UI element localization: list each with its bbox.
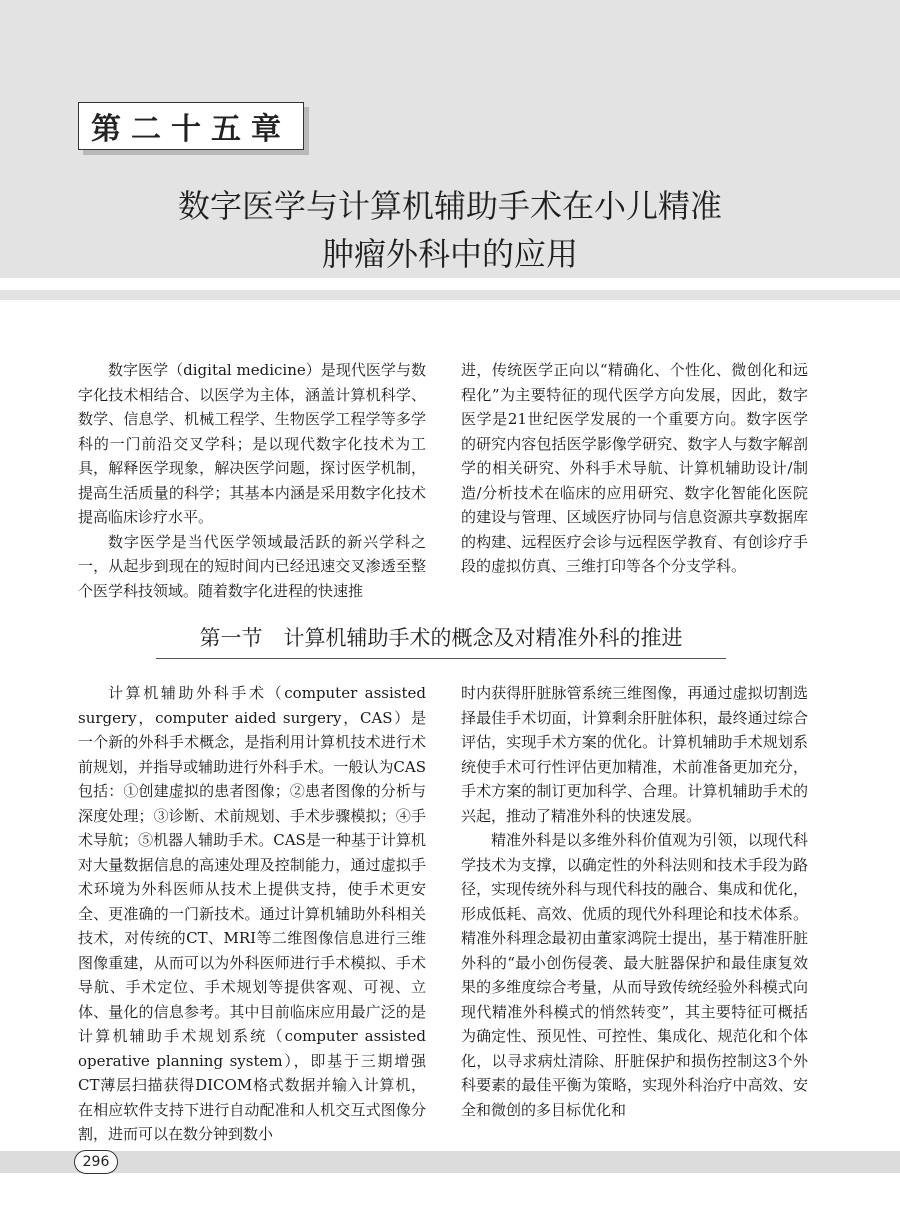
section-1-left-column — [78, 681, 426, 1147]
chapter-title-line-2: 肿瘤外科中的应用 — [321, 235, 578, 273]
section-1-right-column — [461, 681, 808, 1122]
chapter-title — [60, 182, 840, 278]
footer-band — [0, 1151, 900, 1173]
intro-left-column — [78, 358, 426, 603]
section-1-heading: 第一节 计算机辅助手术的概念及对精准外科的推进 — [156, 622, 726, 659]
intro-right-column — [461, 358, 808, 579]
chapter-title-line-1: 数字医学与计算机辅助手术在小儿精准 — [177, 187, 722, 225]
cas-paragraph-continued: 时内获得肝脏脉管系统三维图像，再通过虚拟切割选择最佳手术切面，计算剩余肝脏体积，最终通过综合评估，实现手术方案的优化。计算机辅助手术规划系统使手术可行性评估更加精准，术前准备更加充分，手术方案的制订更加科学、合理。计算机辅助手术的兴起，推动了精准外科的快速发展。 — [461, 684, 808, 825]
intro-paragraph-2-continued: 进，传统医学正向以“精确化、个性化、微创化和远程化”为主要特征的现代医学方向发展，因此，数字医学是21世纪医学发展的一个重要方向。数字医学的研究内容包括医学影像学研究、数字人与数字解剖学的相关研究、外科手术导航、计算机辅助设计/制造/分析技术在临床的应用研究、数字化智能化医院的建设与管理、区域医疗协同与信息资源共享数据库的构建、远程医疗会诊与远程医学教育、有创诊疗手段的虚拟仿真、三维打印等各个分支学科。 — [461, 361, 808, 575]
intro-paragraph-2: 数字医学是当代医学领域最活跃的新兴学科之一，从起步到现在的短时间内已经迅速交叉渗透至整个医学科技领域。随着数字化进程的快速推 — [78, 532, 426, 600]
chapter-label: 第二十五章 — [78, 102, 304, 150]
cas-paragraph: 计算机辅助外科手术（computer assisted surgery，computer aided surgery，CAS）是一个新的外科手术概念，是指利用计算机技术进行术前规划，并指导或辅助进行外科手术。一般认为CAS包括：①创建虚拟的患者图像；②患者图像的分析与深度处理；③诊断、术前规划、手术步骤模拟；④手术导航；⑤机器人辅助手术。CAS是一种基于计算机对大量数据信息的高速处理及控制能力，通过虚拟手术环境为外科医师从技术上提供支持，使手术更安全、更准确的一门新技术。通过计算机辅助外科相关技术，对传统的CT、MRI等二维图像信息进行三维图像重建，从而可以为外科医师进行手术模拟、手术导航、手术定位、手术规划等提供客观、可视、立体、量化的信息参考。其中目前临床应用最广泛的是计算机辅助手术规划系统（computer assisted operative planning system），即基于三期增强CT薄层扫描获得DICOM格式数据并输入计算机，在相应软件支持下进行自动配准和人机交互式图像分割，进而可以在数分钟到数小 — [78, 684, 426, 1143]
page-number: 296 — [74, 1150, 118, 1174]
header-divider-stripe — [0, 290, 900, 300]
intro-paragraph-1: 数字医学（digital medicine）是现代医学与数字化技术相结合、以医学为主体，涵盖计算机科学、数学、信息学、机械工程学、生物医学工程学等多学科的一门前沿交叉学科；是以现代数字化技术为工具，解释医学现象，解决医学问题，探讨医学机制，提高生活质量的科学；其基本内涵是采用数字化技术提高临床诊疗水平。 — [78, 361, 426, 526]
precision-surgery-paragraph: 精准外科是以多维外科价值观为引领，以现代科学技术为支撑，以确定性的外科法则和技术手段为路径，实现传统外科与现代科技的融合、集成和优化，形成低耗、高效、优质的现代外科理论和技术体系。精准外科理念最初由董家鸿院士提出，基于精准肝脏外科的“最小创伤侵袭、最大脏器保护和最佳康复效果的多维度综合考量，从而导致传统经验外科模式向现代精准外科模式的悄然转变”，其主要特征可概括为确定性、预见性、可控性、集成化、规范化和个体化，以寻求病灶清除、肝脏保护和损伤控制这3个外科要素的最佳平衡为策略，实现外科治疗中高效、安全和微创的多目标优化和 — [461, 831, 808, 1119]
